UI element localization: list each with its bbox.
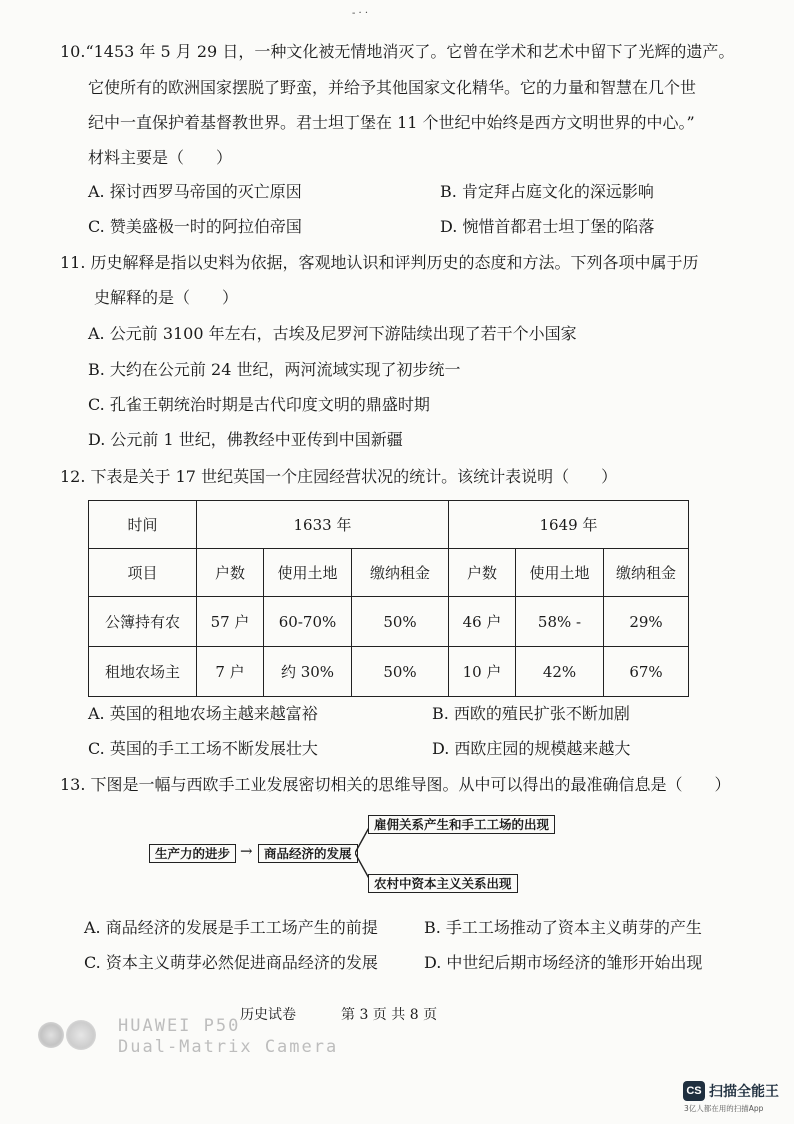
table-year-1649: 1649 年 — [449, 501, 689, 549]
badge-tagline: 3亿人都在用的扫描App — [684, 1104, 764, 1113]
lens-icon — [38, 1022, 64, 1048]
statistics-table — [88, 500, 689, 697]
q11-option-c: C. 孔雀王朝统治时期是古代印度文明的鼎盛时期 — [88, 395, 430, 414]
q12-stem: 12. 下表是关于 17 世纪英国一个庄园经营状况的统计。该统计表说明（ ） — [60, 467, 618, 486]
watermark-model: HUAWEI P50 — [118, 1016, 241, 1036]
table-cell: 50% — [352, 597, 449, 647]
table-cell: 50% — [352, 647, 449, 697]
table-cell: 约 30% — [264, 647, 352, 697]
table-cell: 57 户 — [197, 597, 264, 647]
table-col-rent: 缴纳租金 — [352, 549, 449, 597]
arrow-right-icon: → — [240, 842, 253, 860]
mindmap-node-commodity-economy: 商品经济的发展 — [258, 844, 358, 863]
q11-line-1: 11. 历史解释是指以史料为依据，客观地认识和评判历史的态度和方法。下列各项中属于历 — [60, 253, 699, 272]
table-cell: 10 户 — [449, 647, 516, 697]
q10-option-d: D. 惋惜首都君士坦丁堡的陷落 — [440, 217, 655, 236]
q13-option-a: A. 商品经济的发展是手工工场产生的前提 — [84, 918, 378, 937]
q10-option-a: A. 探讨西罗马帝国的灭亡原因 — [88, 182, 302, 201]
table-cell: 60-70% — [264, 597, 352, 647]
q10-line-2: 它使所有的欧洲国家摆脱了野蛮，并给予其他国家文化精华。它的力量和智慧在几个世 — [88, 78, 697, 97]
mindmap-node-rural-capitalism: 农村中资本主义关系出现 — [368, 874, 518, 893]
q13-option-c: C. 资本主义萌芽必然促进商品经济的发展 — [84, 953, 378, 972]
table-year-1633: 1633 年 — [197, 501, 449, 549]
mindmap-node-employment-workshops: 雇佣关系产生和手工工场的出现 — [368, 815, 555, 834]
row-label: 公簿持有农 — [89, 597, 197, 647]
table-col-rent: 缴纳租金 — [604, 549, 689, 597]
q13-option-b: B. 手工工场推动了资本主义萌芽的产生 — [424, 918, 702, 937]
q11-option-b: B. 大约在公元前 24 世纪，两河流域实现了初步统一 — [88, 360, 461, 379]
q13-stem: 13. 下图是一幅与西欧手工业发展密切相关的思维导图。从中可以得出的最准确信息是（ ） — [60, 775, 731, 794]
q12-option-a: A. 英国的租地农场主越来越富裕 — [88, 704, 318, 723]
q12-option-c: C. 英国的手工工场不断发展壮大 — [88, 739, 318, 758]
row-label: 租地农场主 — [89, 647, 197, 697]
footer-subject: 历史试卷 — [240, 1007, 296, 1023]
q11-line-2: 史解释的是（ ） — [94, 288, 239, 307]
table-cell: 46 户 — [449, 597, 516, 647]
table-col-households: 户数 — [449, 549, 516, 597]
table-col-households: 户数 — [197, 549, 264, 597]
cs-logo-icon: CS — [683, 1081, 705, 1101]
q11-option-a: A. 公元前 3100 年左右，古埃及尼罗河下游陆续出现了若干个小国家 — [88, 324, 577, 343]
q11-option-d: D. 公元前 1 世纪，佛教经中亚传到中国新疆 — [88, 430, 403, 449]
table-col-land: 使用土地 — [264, 549, 352, 597]
q12-option-b: B. 西欧的殖民扩张不断加剧 — [432, 704, 630, 723]
table-cell: 67% — [604, 647, 689, 697]
table-row — [89, 647, 689, 697]
table-header-time: 时间 — [89, 501, 197, 549]
table-cell: 29% — [604, 597, 689, 647]
q13-option-d: D. 中世纪后期市场经济的雏形开始出现 — [424, 953, 703, 972]
lens-icon — [66, 1020, 96, 1050]
table-cell: 58% - — [516, 597, 604, 647]
watermark-camera: Dual-Matrix Camera — [118, 1037, 339, 1057]
table-header-item: 项目 — [89, 549, 197, 597]
scan-mark: - · · — [352, 8, 369, 19]
mindmap-node-productivity: 生产力的进步 — [149, 844, 236, 863]
table-cell: 42% — [516, 647, 604, 697]
table-col-land: 使用土地 — [516, 549, 604, 597]
badge-app-name: 扫描全能王 — [709, 1084, 779, 1100]
q10-option-c: C. 赞美盛极一时的阿拉伯帝国 — [88, 217, 302, 236]
q10-line-3: 纪中一直保护着基督教世界。君士坦丁堡在 11 个世纪中始终是西方文明世界的中心。” — [88, 113, 695, 132]
footer-page-number: 第 3 页 共 8 页 — [341, 1007, 438, 1023]
q10-line-4: 材料主要是（ ） — [88, 148, 233, 167]
q10-option-b: B. 肯定拜占庭文化的深远影响 — [440, 182, 654, 201]
table-row — [89, 597, 689, 647]
table-cell: 7 户 — [197, 647, 264, 697]
q12-option-d: D. 西欧庄园的规模越来越大 — [432, 739, 631, 758]
q10-line-1: 10.“1453 年 5 月 29 日，一种文化被无情地消灭了。它曾在学术和艺术中留下了光辉的遗产。 — [60, 42, 735, 61]
